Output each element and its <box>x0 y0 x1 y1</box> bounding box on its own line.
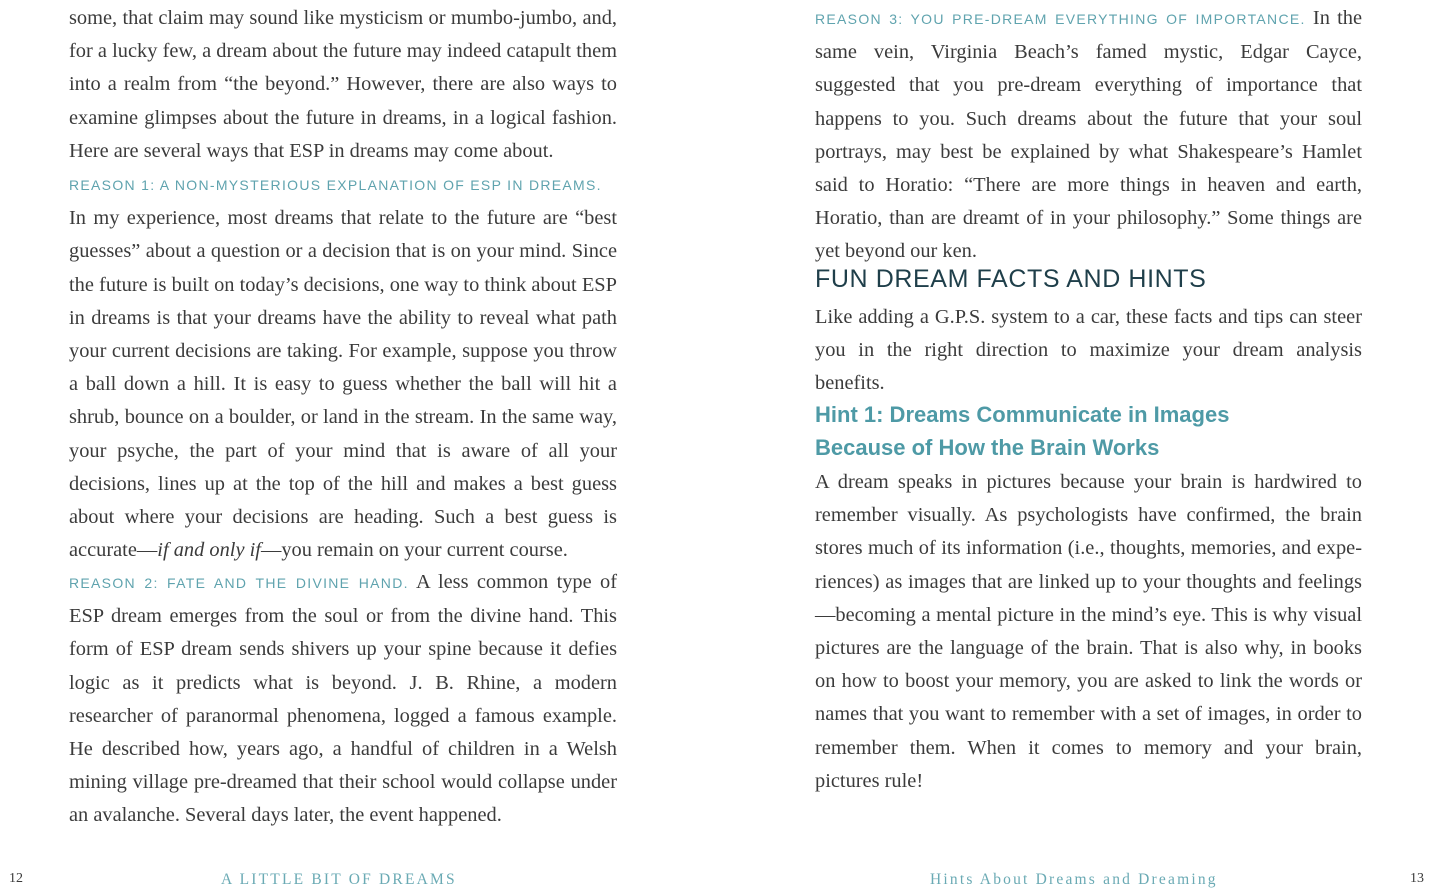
section-heading: FUN DREAM FACTS AND HINTS <box>815 265 1207 293</box>
left-page-number: 12 <box>9 871 23 886</box>
reason-1-text: In my experience, most dreams that relate to the future are “best guesses” about a question or a decision that is on your mind. Since the future is built on today’s decisions, one way to think about ESP in dreams is that your dreams have the ability to reveal what path your current decisions are taking. For example, suppose you throw a ball down a hill. It is easy to guess whether the ball will hit a shrub, bounce on a boulder, or land in the stream. In the same way, your psyche, the part of your mind that is aware of all your decisions, lines up at the top of the hill and makes a best guess about where your decisions are heading. Such a best guess is accurate— <box>69 207 617 562</box>
reason-3-title: REASON 3: YOU PRE-DREAM EVERYTHING OF IMPORTANCE. <box>815 11 1306 27</box>
reason-1-title: REASON 1: A NON-MYSTERIOUS EXPLANATION OF ESP IN DREAMS. <box>69 177 602 193</box>
reason-2-paragraph <box>69 566 617 833</box>
hint-1-heading <box>815 398 1229 464</box>
reason-1-tail: —you remain on your current course. <box>260 539 568 562</box>
intro-paragraph: some, that claim may sound like mysticism or mumbo-jumbo, and, for a lucky few, a dream about the future may indeed catapult them into a realm from “the beyond.” However, there are also ways to examine glimpses about the future in dreams, in a logical fashion. Here are several ways that ESP in dreams may come about. <box>69 7 617 162</box>
reason-3-text: In the same vein, Virginia Beach’s famed mystic, Edgar Cayce, suggested that you pre-dream everything of importance that happens to you. Such dreams about the future that your soul portrays, may best be explained by what Shakespeare’s Hamlet said to Horatio: “There are more things in heaven and earth, Horatio, than are dreamt of in your philosophy.” Some things are yet beyond our ken. <box>815 7 1363 263</box>
right-page <box>815 0 1362 895</box>
reason-1-paragraph <box>69 168 617 567</box>
hint-1-text: A dream speaks in pictures because your brain is hardwired to remember visually. As psychologists have confirmed, the brain stores much of its information (i.e., thoughts, memories, and experiences) as images that are linked up to your thoughts and feelings—becoming a mental picture in the mind’s eye. This is why visual pictures are the language of the brain. That is also why, in books on how to boost your memory, you are asked to link the words or names that you want to remember with a set of images, in order to remember them. When it comes to memory and your brain, pictures rule! <box>815 471 1362 792</box>
right-page-number: 13 <box>1410 871 1424 886</box>
left-page <box>69 0 617 895</box>
hint-1-heading-line-2: Because of How the Brain Works <box>815 435 1160 460</box>
section-intro: Like adding a G.P.S. system to a car, these facts and tips can steer you in the right direction to maximize your dream analysis benefits. <box>815 306 1362 395</box>
right-running-title: Hints About Dreams and Dreaming <box>930 871 1218 888</box>
reason-2-title: REASON 2: FATE AND THE DIVINE HAND. <box>69 575 409 591</box>
left-running-title: A LITTLE BIT OF DREAMS <box>221 871 457 888</box>
reason-3-paragraph <box>815 2 1362 269</box>
hint-1-heading-line-1: Hint 1: Dreams Communicate in Images <box>815 402 1230 427</box>
reason-1-emphasis: if and only if <box>157 539 261 562</box>
reason-2-text: A less common type of ESP dream emerges from the soul or from the divine hand. This form of ESP dream sends shivers up your spine because it defies logic as it predicts what is beyond. J. B. Rhine, a modern researcher of paranormal phenomena, logged a famous example. He described how, years ago, a handful of children in a Welsh mining village pre-dreamed that their school would collapse under an avalanche. Several days later, the event happened. <box>69 571 618 827</box>
